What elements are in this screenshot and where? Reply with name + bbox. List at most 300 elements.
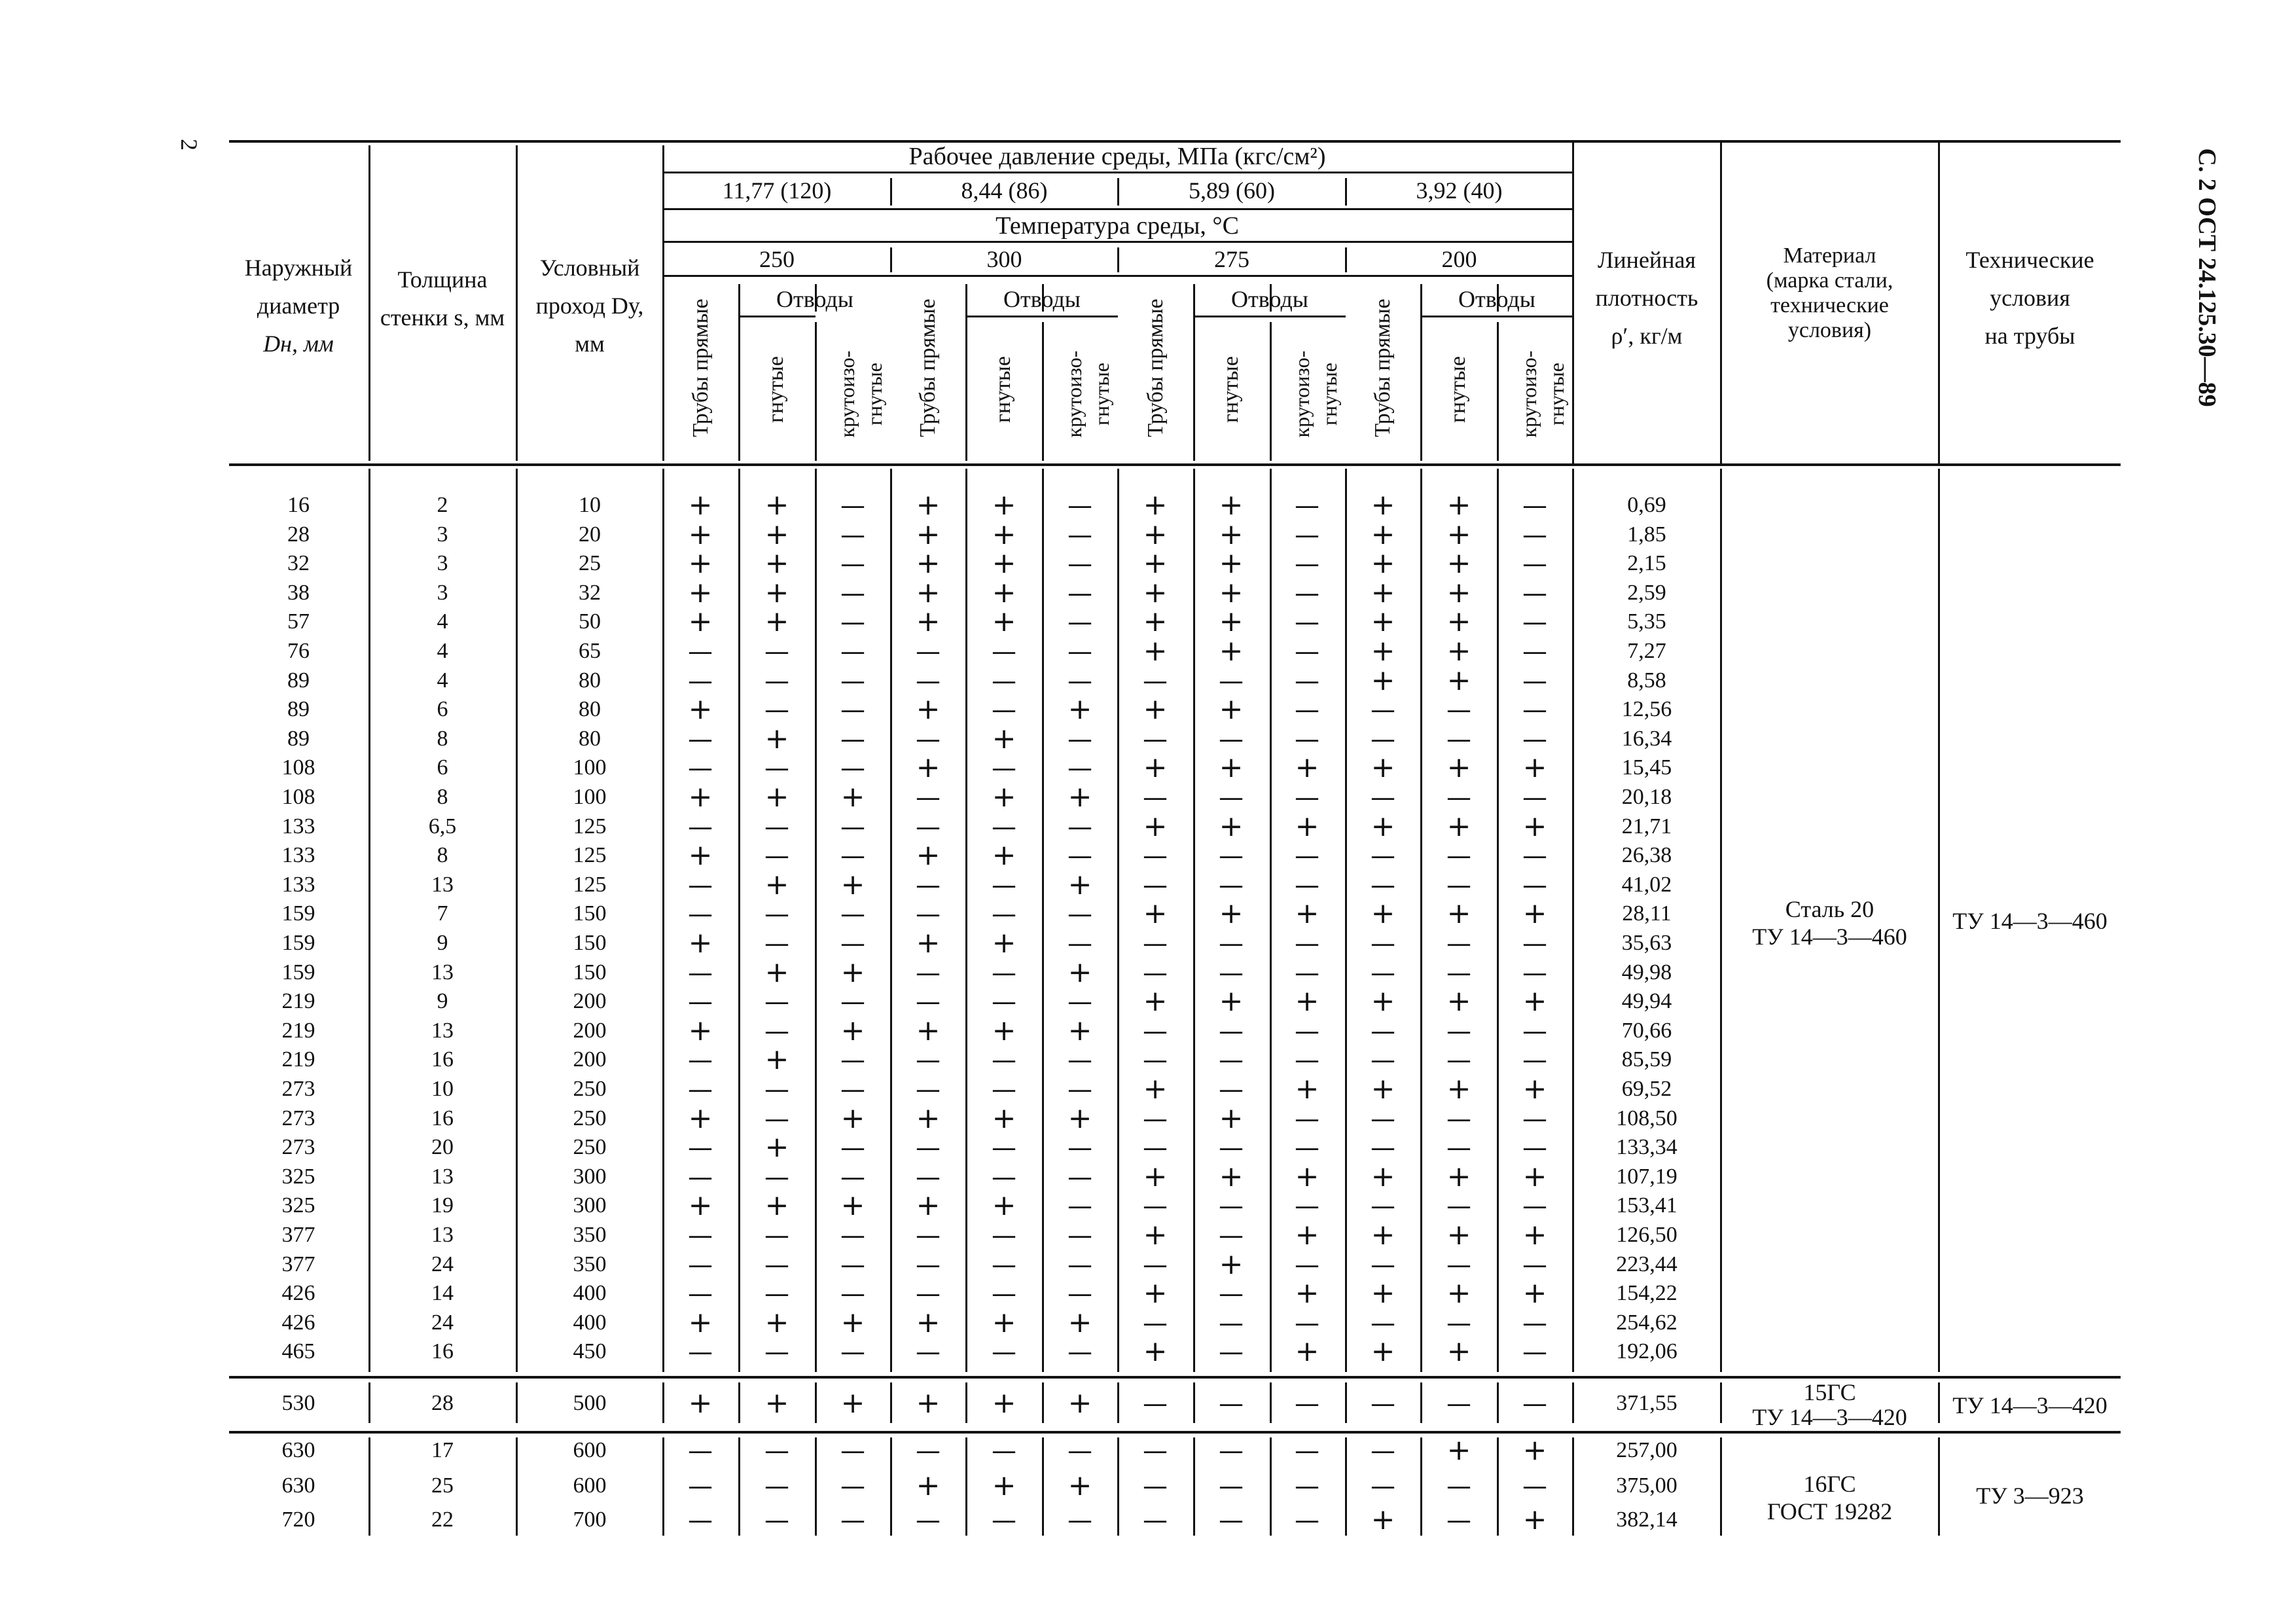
not-applicable-mark: — bbox=[916, 1045, 941, 1075]
nominal-bore-cell: 400 bbox=[573, 1281, 607, 1306]
nominal-bore-cell: 700 bbox=[573, 1507, 607, 1532]
nominal-bore-cell: 400 bbox=[573, 1310, 607, 1335]
wall-thickness-cell: 3 bbox=[437, 522, 448, 547]
not-applicable-mark: — bbox=[1219, 1471, 1244, 1500]
applicable-mark: + bbox=[1143, 1335, 1168, 1369]
material-group-b: 15ГС ТУ 14—3—420 bbox=[1752, 1379, 1907, 1430]
outer-diameter-cell: 108 bbox=[281, 755, 315, 780]
applicable-mark: + bbox=[688, 1386, 713, 1420]
not-applicable-mark: — bbox=[1219, 783, 1244, 812]
not-applicable-mark: — bbox=[992, 870, 1016, 899]
not-applicable-mark: — bbox=[764, 1250, 789, 1279]
applicable-mark: + bbox=[992, 1469, 1016, 1502]
not-applicable-mark: — bbox=[1295, 1308, 1319, 1337]
nominal-bore-cell: 20 bbox=[579, 522, 601, 547]
outer-diameter-cell: 219 bbox=[281, 1047, 315, 1072]
not-applicable-mark: — bbox=[1067, 549, 1092, 579]
not-applicable-mark: — bbox=[1143, 929, 1168, 958]
header-temperature: Температура среды, °С bbox=[996, 212, 1239, 240]
applicable-mark: + bbox=[764, 1043, 789, 1077]
outer-diameter-cell: 377 bbox=[281, 1252, 315, 1276]
applicable-mark: + bbox=[764, 517, 789, 551]
not-applicable-mark: — bbox=[916, 958, 941, 987]
not-applicable-mark: — bbox=[1295, 695, 1319, 725]
applicable-mark: + bbox=[840, 1013, 865, 1047]
not-applicable-mark: — bbox=[764, 1016, 789, 1045]
not-applicable-mark: — bbox=[1446, 841, 1471, 871]
linear-density-cell: 28,11 bbox=[1622, 901, 1672, 926]
applicable-mark: + bbox=[764, 547, 789, 581]
applicable-mark: + bbox=[1295, 1335, 1319, 1369]
not-applicable-mark: — bbox=[1371, 1045, 1395, 1075]
not-applicable-mark: — bbox=[1446, 1389, 1471, 1418]
applicable-mark: + bbox=[1219, 575, 1244, 609]
nominal-bore-cell: 250 bbox=[573, 1106, 607, 1130]
not-applicable-mark: — bbox=[1143, 1436, 1168, 1465]
applicable-mark: + bbox=[1446, 1072, 1471, 1106]
not-applicable-mark: — bbox=[688, 958, 713, 987]
applicable-mark: + bbox=[1067, 693, 1092, 727]
not-applicable-mark: — bbox=[1446, 724, 1471, 753]
not-applicable-mark: — bbox=[764, 666, 789, 695]
outer-diameter-cell: 133 bbox=[281, 843, 315, 868]
material-group-c: 16ГС ГОСТ 19282 bbox=[1767, 1471, 1893, 1525]
applicable-mark: + bbox=[1446, 575, 1471, 609]
header-steep-3: крутоизо- гнутые bbox=[1290, 350, 1341, 438]
applicable-mark: + bbox=[916, 1386, 941, 1420]
outer-diameter-cell: 28 bbox=[287, 522, 310, 547]
not-applicable-mark: — bbox=[840, 1337, 865, 1367]
wall-thickness-cell: 2 bbox=[437, 493, 448, 517]
not-applicable-mark: — bbox=[1446, 1250, 1471, 1279]
not-applicable-mark: — bbox=[1219, 870, 1244, 899]
applicable-mark: + bbox=[916, 605, 941, 639]
not-applicable-mark: — bbox=[1295, 549, 1319, 579]
applicable-mark: + bbox=[764, 1130, 789, 1164]
applicable-mark: + bbox=[916, 1305, 941, 1339]
applicable-mark: + bbox=[992, 839, 1016, 873]
not-applicable-mark: — bbox=[1371, 958, 1395, 987]
not-applicable-mark: — bbox=[688, 1506, 713, 1534]
nominal-bore-cell: 250 bbox=[573, 1135, 607, 1160]
wall-thickness-cell: 9 bbox=[437, 989, 448, 1014]
applicable-mark: + bbox=[1371, 547, 1395, 581]
not-applicable-mark: — bbox=[1446, 958, 1471, 987]
applicable-mark: + bbox=[1446, 897, 1471, 931]
wall-thickness-cell: 28 bbox=[431, 1391, 454, 1415]
wall-thickness-cell: 13 bbox=[431, 1223, 454, 1247]
applicable-mark: + bbox=[1143, 751, 1168, 785]
applicable-mark: + bbox=[688, 575, 713, 609]
outer-diameter-cell: 133 bbox=[281, 814, 315, 839]
not-applicable-mark: — bbox=[764, 1075, 789, 1104]
not-applicable-mark: — bbox=[1143, 1250, 1168, 1279]
applicable-mark: + bbox=[916, 751, 941, 785]
applicable-mark: + bbox=[764, 1305, 789, 1339]
nominal-bore-cell: 80 bbox=[579, 697, 601, 722]
wall-thickness-cell: 3 bbox=[437, 551, 448, 576]
applicable-mark: + bbox=[1371, 605, 1395, 639]
applicable-mark: + bbox=[1143, 897, 1168, 931]
linear-density-cell: 69,52 bbox=[1621, 1077, 1672, 1101]
not-applicable-mark: — bbox=[1446, 1104, 1471, 1133]
wall-thickness-cell: 14 bbox=[431, 1281, 454, 1306]
not-applicable-mark: — bbox=[1067, 1337, 1092, 1367]
applicable-mark: + bbox=[1522, 897, 1547, 931]
applicable-mark: + bbox=[1295, 984, 1319, 1019]
outer-diameter-cell: 465 bbox=[281, 1339, 315, 1364]
linear-density-cell: 15,45 bbox=[1621, 755, 1672, 780]
tech-conditions-group-a: ТУ 14—3—460 bbox=[1952, 908, 2108, 934]
not-applicable-mark: — bbox=[1371, 1436, 1395, 1465]
not-applicable-mark: — bbox=[1295, 1045, 1319, 1075]
applicable-mark: + bbox=[1067, 1013, 1092, 1047]
header-temp-2: 300 bbox=[986, 246, 1022, 272]
applicable-mark: + bbox=[1295, 1159, 1319, 1193]
not-applicable-mark: — bbox=[1371, 1250, 1395, 1279]
not-applicable-mark: — bbox=[1219, 1191, 1244, 1221]
applicable-mark: + bbox=[992, 1013, 1016, 1047]
linear-density-cell: 35,63 bbox=[1621, 931, 1672, 955]
applicable-mark: + bbox=[1446, 1276, 1471, 1310]
wall-thickness-cell: 8 bbox=[437, 785, 448, 809]
nominal-bore-cell: 350 bbox=[573, 1252, 607, 1276]
outer-diameter-cell: 273 bbox=[281, 1077, 315, 1101]
applicable-mark: + bbox=[916, 1469, 941, 1502]
outer-diameter-cell: 133 bbox=[281, 872, 315, 897]
applicable-mark: + bbox=[1143, 488, 1168, 522]
not-applicable-mark: — bbox=[992, 1221, 1016, 1250]
wall-thickness-cell: 22 bbox=[431, 1507, 454, 1532]
not-applicable-mark: — bbox=[1067, 1506, 1092, 1534]
wall-thickness-cell: 16 bbox=[431, 1106, 454, 1130]
not-applicable-mark: — bbox=[1143, 1045, 1168, 1075]
not-applicable-mark: — bbox=[1522, 1250, 1547, 1279]
not-applicable-mark: — bbox=[1067, 899, 1092, 929]
not-applicable-mark: — bbox=[992, 987, 1016, 1017]
not-applicable-mark: — bbox=[1219, 1075, 1244, 1104]
outer-diameter-cell: 426 bbox=[281, 1310, 315, 1335]
not-applicable-mark: — bbox=[916, 870, 941, 899]
applicable-mark: + bbox=[992, 1101, 1016, 1135]
applicable-mark: + bbox=[764, 955, 789, 989]
applicable-mark: + bbox=[1143, 1159, 1168, 1193]
outer-diameter-cell: 16 bbox=[287, 493, 310, 517]
not-applicable-mark: — bbox=[992, 695, 1016, 725]
not-applicable-mark: — bbox=[1371, 1191, 1395, 1221]
not-applicable-mark: — bbox=[1295, 1436, 1319, 1465]
not-applicable-mark: — bbox=[840, 987, 865, 1017]
not-applicable-mark: — bbox=[992, 753, 1016, 783]
not-applicable-mark: — bbox=[1295, 724, 1319, 753]
not-applicable-mark: — bbox=[1522, 1133, 1547, 1163]
not-applicable-mark: — bbox=[764, 1221, 789, 1250]
applicable-mark: + bbox=[1522, 1276, 1547, 1310]
applicable-mark: + bbox=[1371, 1503, 1395, 1536]
outer-diameter-cell: 273 bbox=[281, 1106, 315, 1130]
header-nominal-bore: Условный проход Dу, мм bbox=[535, 255, 644, 357]
linear-density-cell: 192,06 bbox=[1616, 1339, 1677, 1364]
not-applicable-mark: — bbox=[688, 637, 713, 666]
not-applicable-mark: — bbox=[1371, 1016, 1395, 1045]
applicable-mark: + bbox=[992, 547, 1016, 581]
applicable-mark: + bbox=[992, 575, 1016, 609]
header-wall-thickness: Толщина стенки s, мм bbox=[380, 266, 505, 331]
not-applicable-mark: — bbox=[992, 637, 1016, 666]
not-applicable-mark: — bbox=[1522, 870, 1547, 899]
applicable-mark: + bbox=[1143, 547, 1168, 581]
not-applicable-mark: — bbox=[916, 637, 941, 666]
outer-diameter-cell: 89 bbox=[287, 697, 310, 722]
applicable-mark: + bbox=[1143, 575, 1168, 609]
header-pressure-4: 3,92 (40) bbox=[1416, 177, 1503, 204]
not-applicable-mark: — bbox=[840, 929, 865, 958]
not-applicable-mark: — bbox=[688, 724, 713, 753]
not-applicable-mark: — bbox=[1067, 607, 1092, 637]
not-applicable-mark: — bbox=[1067, 520, 1092, 549]
page-number: 2 bbox=[176, 139, 202, 151]
linear-density-cell: 126,50 bbox=[1616, 1223, 1677, 1247]
nominal-bore-cell: 250 bbox=[573, 1077, 607, 1101]
applicable-mark: + bbox=[764, 1386, 789, 1420]
nominal-bore-cell: 200 bbox=[573, 989, 607, 1014]
not-applicable-mark: — bbox=[1522, 1016, 1547, 1045]
nominal-bore-cell: 80 bbox=[579, 726, 601, 751]
not-applicable-mark: — bbox=[1143, 841, 1168, 871]
nominal-bore-cell: 200 bbox=[573, 1047, 607, 1072]
not-applicable-mark: — bbox=[1067, 637, 1092, 666]
header-temp-3: 275 bbox=[1214, 246, 1249, 272]
not-applicable-mark: — bbox=[1522, 1389, 1547, 1418]
not-applicable-mark: — bbox=[840, 1279, 865, 1308]
header-steep-2: крутоизо- гнутые bbox=[1062, 350, 1113, 438]
applicable-mark: + bbox=[1446, 1218, 1471, 1252]
outer-diameter-cell: 76 bbox=[287, 639, 310, 663]
outer-diameter-cell: 89 bbox=[287, 668, 310, 693]
not-applicable-mark: — bbox=[764, 695, 789, 725]
nominal-bore-cell: 125 bbox=[573, 872, 607, 897]
outer-diameter-cell: 38 bbox=[287, 580, 310, 605]
not-applicable-mark: — bbox=[992, 958, 1016, 987]
not-applicable-mark: — bbox=[1067, 578, 1092, 607]
applicable-mark: + bbox=[840, 1305, 865, 1339]
not-applicable-mark: — bbox=[1143, 958, 1168, 987]
applicable-mark: + bbox=[688, 605, 713, 639]
not-applicable-mark: — bbox=[1295, 578, 1319, 607]
not-applicable-mark: — bbox=[688, 1045, 713, 1075]
not-applicable-mark: — bbox=[688, 1250, 713, 1279]
not-applicable-mark: — bbox=[1219, 1506, 1244, 1534]
not-applicable-mark: — bbox=[916, 1506, 941, 1534]
header-bends-4: Отводы bbox=[1458, 286, 1535, 312]
applicable-mark: + bbox=[1219, 693, 1244, 727]
not-applicable-mark: — bbox=[1295, 929, 1319, 958]
applicable-mark: + bbox=[764, 1189, 789, 1223]
wall-thickness-cell: 9 bbox=[437, 931, 448, 955]
not-applicable-mark: — bbox=[1446, 1016, 1471, 1045]
not-applicable-mark: — bbox=[840, 607, 865, 637]
not-applicable-mark: — bbox=[688, 1337, 713, 1367]
applicable-mark: + bbox=[1295, 1276, 1319, 1310]
applicable-mark: + bbox=[1295, 751, 1319, 785]
not-applicable-mark: — bbox=[1371, 1389, 1395, 1418]
linear-density-cell: 108,50 bbox=[1616, 1106, 1677, 1130]
applicable-mark: + bbox=[992, 721, 1016, 755]
applicable-mark: + bbox=[764, 575, 789, 609]
outer-diameter-cell: 159 bbox=[281, 931, 315, 955]
applicable-mark: + bbox=[1522, 1434, 1547, 1467]
linear-density-cell: 21,71 bbox=[1621, 814, 1672, 839]
wall-thickness-cell: 17 bbox=[431, 1438, 454, 1462]
not-applicable-mark: — bbox=[1219, 1279, 1244, 1308]
header-temp-1: 250 bbox=[759, 246, 795, 272]
linear-density-cell: 154,22 bbox=[1616, 1281, 1677, 1306]
not-applicable-mark: — bbox=[1522, 929, 1547, 958]
nominal-bore-cell: 65 bbox=[579, 639, 601, 663]
header-steep-4: крутоизо- гнутые bbox=[1517, 350, 1568, 438]
applicable-mark: + bbox=[764, 488, 789, 522]
not-applicable-mark: — bbox=[1067, 491, 1092, 520]
applicable-mark: + bbox=[1446, 751, 1471, 785]
not-applicable-mark: — bbox=[688, 1279, 713, 1308]
applicable-mark: + bbox=[1067, 867, 1092, 901]
not-applicable-mark: — bbox=[1371, 1104, 1395, 1133]
not-applicable-mark: — bbox=[764, 899, 789, 929]
not-applicable-mark: — bbox=[916, 1133, 941, 1163]
not-applicable-mark: — bbox=[1522, 783, 1547, 812]
not-applicable-mark: — bbox=[764, 1279, 789, 1308]
applicable-mark: + bbox=[688, 488, 713, 522]
linear-density-cell: 41,02 bbox=[1621, 872, 1672, 897]
not-applicable-mark: — bbox=[1219, 666, 1244, 695]
not-applicable-mark: — bbox=[916, 1250, 941, 1279]
applicable-mark: + bbox=[1371, 1159, 1395, 1193]
not-applicable-mark: — bbox=[1295, 958, 1319, 987]
applicable-mark: + bbox=[992, 1189, 1016, 1223]
not-applicable-mark: — bbox=[1219, 1436, 1244, 1465]
header-straight-3: Трубы прямые bbox=[1143, 298, 1168, 437]
not-applicable-mark: — bbox=[1219, 1016, 1244, 1045]
not-applicable-mark: — bbox=[1219, 841, 1244, 871]
applicable-mark: + bbox=[1143, 984, 1168, 1019]
not-applicable-mark: — bbox=[840, 899, 865, 929]
not-applicable-mark: — bbox=[764, 753, 789, 783]
not-applicable-mark: — bbox=[1143, 1471, 1168, 1500]
header-straight-1: Трубы прямые bbox=[689, 298, 713, 437]
not-applicable-mark: — bbox=[1143, 666, 1168, 695]
not-applicable-mark: — bbox=[688, 1133, 713, 1163]
applicable-mark: + bbox=[688, 547, 713, 581]
not-applicable-mark: — bbox=[1295, 666, 1319, 695]
not-applicable-mark: — bbox=[1522, 549, 1547, 579]
nominal-bore-cell: 500 bbox=[573, 1391, 607, 1415]
not-applicable-mark: — bbox=[992, 1250, 1016, 1279]
not-applicable-mark: — bbox=[992, 899, 1016, 929]
not-applicable-mark: — bbox=[1295, 1471, 1319, 1500]
outer-diameter-cell: 89 bbox=[287, 726, 310, 751]
not-applicable-mark: — bbox=[1446, 1045, 1471, 1075]
not-applicable-mark: — bbox=[1295, 491, 1319, 520]
linear-density-cell: 49,98 bbox=[1621, 960, 1672, 984]
nominal-bore-cell: 100 bbox=[573, 755, 607, 780]
not-applicable-mark: — bbox=[840, 753, 865, 783]
linear-density-cell: 2,59 bbox=[1627, 580, 1666, 605]
linear-density-cell: 12,56 bbox=[1621, 697, 1672, 722]
applicable-mark: + bbox=[1371, 1335, 1395, 1369]
applicable-mark: + bbox=[1219, 897, 1244, 931]
not-applicable-mark: — bbox=[764, 812, 789, 841]
not-applicable-mark: — bbox=[1143, 783, 1168, 812]
outer-diameter-cell: 530 bbox=[281, 1391, 315, 1415]
header-material: Материал (марка стали, технические условия) bbox=[1766, 244, 1893, 342]
linear-density-cell: 382,14 bbox=[1616, 1507, 1677, 1532]
wall-thickness-cell: 4 bbox=[437, 609, 448, 634]
nominal-bore-cell: 25 bbox=[579, 551, 601, 576]
linear-density-cell: 223,44 bbox=[1616, 1252, 1677, 1276]
not-applicable-mark: — bbox=[1143, 870, 1168, 899]
not-applicable-mark: — bbox=[1371, 695, 1395, 725]
applicable-mark: + bbox=[916, 575, 941, 609]
not-applicable-mark: — bbox=[1295, 1250, 1319, 1279]
nominal-bore-cell: 300 bbox=[573, 1164, 607, 1189]
not-applicable-mark: — bbox=[764, 1471, 789, 1500]
not-applicable-mark: — bbox=[1522, 1045, 1547, 1075]
linear-density-cell: 257,00 bbox=[1616, 1438, 1677, 1462]
not-applicable-mark: — bbox=[916, 1162, 941, 1191]
wall-thickness-cell: 6 bbox=[437, 697, 448, 722]
not-applicable-mark: — bbox=[916, 1221, 941, 1250]
not-applicable-mark: — bbox=[1219, 1221, 1244, 1250]
linear-density-cell: 153,41 bbox=[1616, 1193, 1677, 1218]
header-pressure: Рабочее давление среды, МПа (кгс/см²) bbox=[908, 143, 1326, 170]
applicable-mark: + bbox=[688, 1305, 713, 1339]
wall-thickness-cell: 16 bbox=[431, 1047, 454, 1072]
not-applicable-mark: — bbox=[1446, 1133, 1471, 1163]
outer-diameter-cell: 219 bbox=[281, 989, 315, 1014]
applicable-mark: + bbox=[688, 780, 713, 814]
applicable-mark: + bbox=[1143, 1072, 1168, 1106]
applicable-mark: + bbox=[916, 1013, 941, 1047]
not-applicable-mark: — bbox=[1067, 929, 1092, 958]
linear-density-cell: 5,35 bbox=[1627, 609, 1666, 634]
linear-density-cell: 8,58 bbox=[1627, 668, 1666, 693]
applicable-mark: + bbox=[1143, 634, 1168, 668]
header-bends-3: Отводы bbox=[1231, 286, 1308, 312]
applicable-mark: + bbox=[1219, 1159, 1244, 1193]
nominal-bore-cell: 200 bbox=[573, 1018, 607, 1043]
applicable-mark: + bbox=[1446, 809, 1471, 843]
applicable-mark: + bbox=[1371, 634, 1395, 668]
applicable-mark: + bbox=[1067, 780, 1092, 814]
not-applicable-mark: — bbox=[1219, 1308, 1244, 1337]
header-bends-1: Отводы bbox=[776, 286, 853, 312]
not-applicable-mark: — bbox=[840, 578, 865, 607]
not-applicable-mark: — bbox=[1522, 578, 1547, 607]
applicable-mark: + bbox=[916, 547, 941, 581]
not-applicable-mark: — bbox=[1522, 666, 1547, 695]
wall-thickness-cell: 7 bbox=[437, 901, 448, 926]
applicable-mark: + bbox=[1446, 488, 1471, 522]
not-applicable-mark: — bbox=[1143, 1016, 1168, 1045]
not-applicable-mark: — bbox=[1522, 1471, 1547, 1500]
nominal-bore-cell: 10 bbox=[579, 493, 601, 517]
header-straight-2: Трубы прямые bbox=[916, 298, 940, 437]
not-applicable-mark: — bbox=[764, 1436, 789, 1465]
not-applicable-mark: — bbox=[1446, 929, 1471, 958]
not-applicable-mark: — bbox=[1067, 841, 1092, 871]
not-applicable-mark: — bbox=[1067, 1133, 1092, 1163]
not-applicable-mark: — bbox=[688, 1162, 713, 1191]
